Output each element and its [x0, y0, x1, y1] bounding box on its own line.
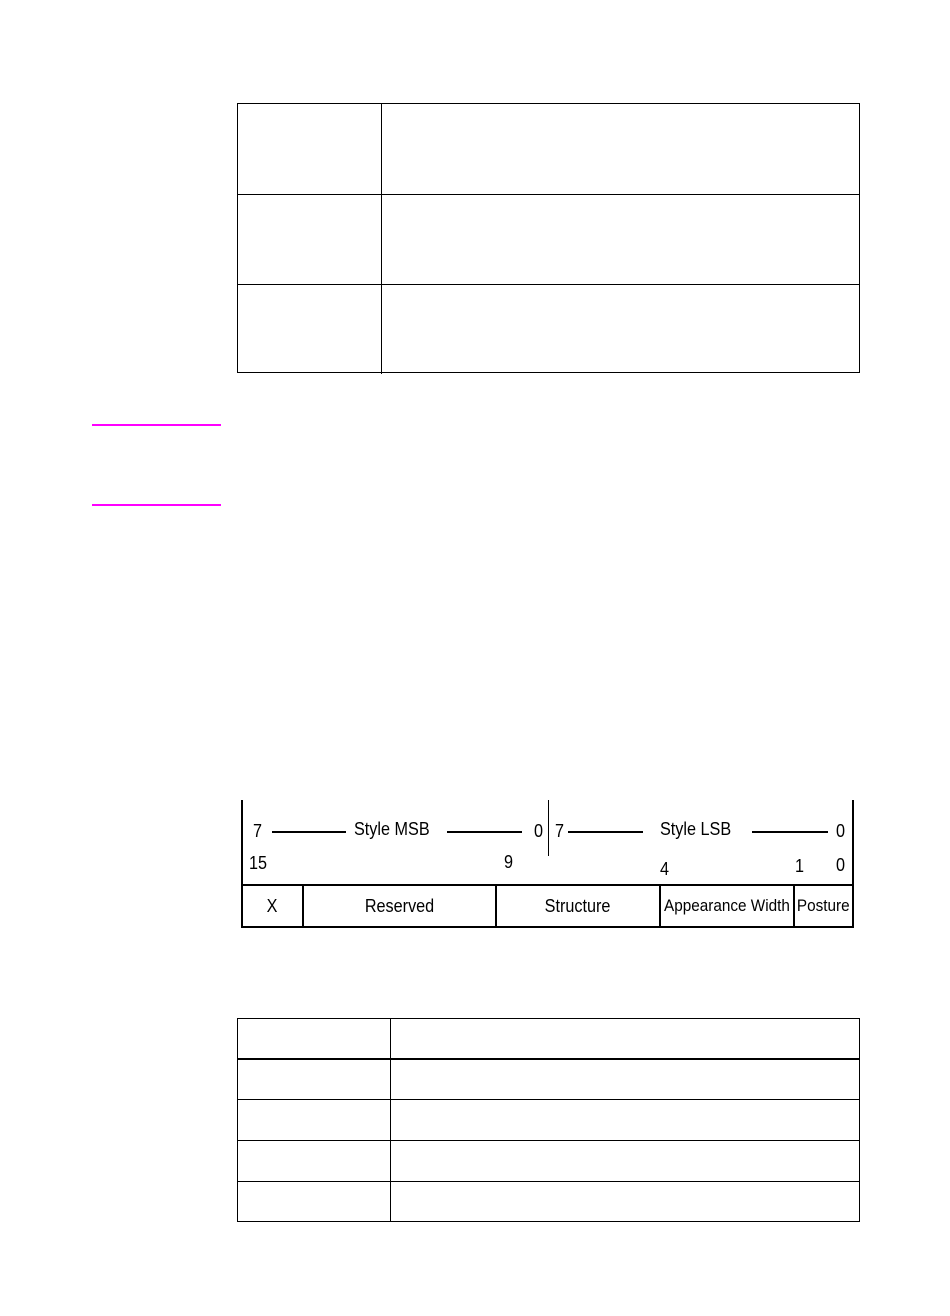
margin-rule-top: [92, 424, 221, 426]
bit-number-9: 9: [504, 852, 514, 872]
table-cell: [238, 1141, 391, 1181]
table-cell: [238, 1182, 391, 1221]
table-header-row: [238, 1019, 859, 1060]
table-cell: [238, 285, 382, 374]
bit-number-0: 0: [836, 855, 846, 875]
table-row: [238, 1100, 859, 1141]
bit-field-row: [241, 884, 854, 928]
bit-number-15: 15: [249, 853, 268, 873]
bit-number-4: 4: [660, 859, 670, 879]
bottom-table: [237, 1018, 860, 1222]
table-cell: [238, 195, 382, 284]
margin-rule-bottom: [92, 504, 221, 506]
field-appearance-width: Appearance Width: [661, 886, 795, 926]
msb-range-line-left: [272, 831, 346, 833]
table-row: [238, 1182, 859, 1221]
msb-range-line-right: [447, 831, 522, 833]
table-cell: [238, 1060, 391, 1099]
byte-divider-line: [548, 800, 549, 856]
table-row: [238, 194, 859, 284]
table-row: [238, 1060, 859, 1100]
right-boundary-line: [852, 800, 854, 884]
table-cell: [238, 104, 382, 194]
table-row: [238, 1141, 859, 1182]
table-cell: [238, 1019, 391, 1058]
field-structure: Structure: [497, 886, 661, 926]
style-word-bit-diagram: [241, 800, 855, 930]
field-posture: Posture: [797, 896, 850, 915]
lsb-bit-high-label: 7: [555, 821, 565, 841]
lsb-bit-low-label: 0: [836, 821, 846, 841]
msb-label: Style MSB: [354, 819, 430, 839]
field-x: X: [243, 886, 304, 926]
lsb-range-line-left: [568, 831, 643, 833]
table-row: [238, 104, 859, 194]
bit-number-1: 1: [795, 856, 805, 876]
msb-bit-high-label: 7: [253, 821, 263, 841]
top-table: [237, 103, 860, 373]
lsb-label: Style LSB: [660, 819, 732, 839]
table-row: [238, 284, 859, 374]
left-boundary-line: [241, 800, 243, 884]
lsb-range-line-right: [752, 831, 828, 833]
msb-bit-low-label: 0: [534, 821, 544, 841]
field-reserved: Reserved: [304, 886, 497, 926]
table-cell: [238, 1100, 391, 1140]
